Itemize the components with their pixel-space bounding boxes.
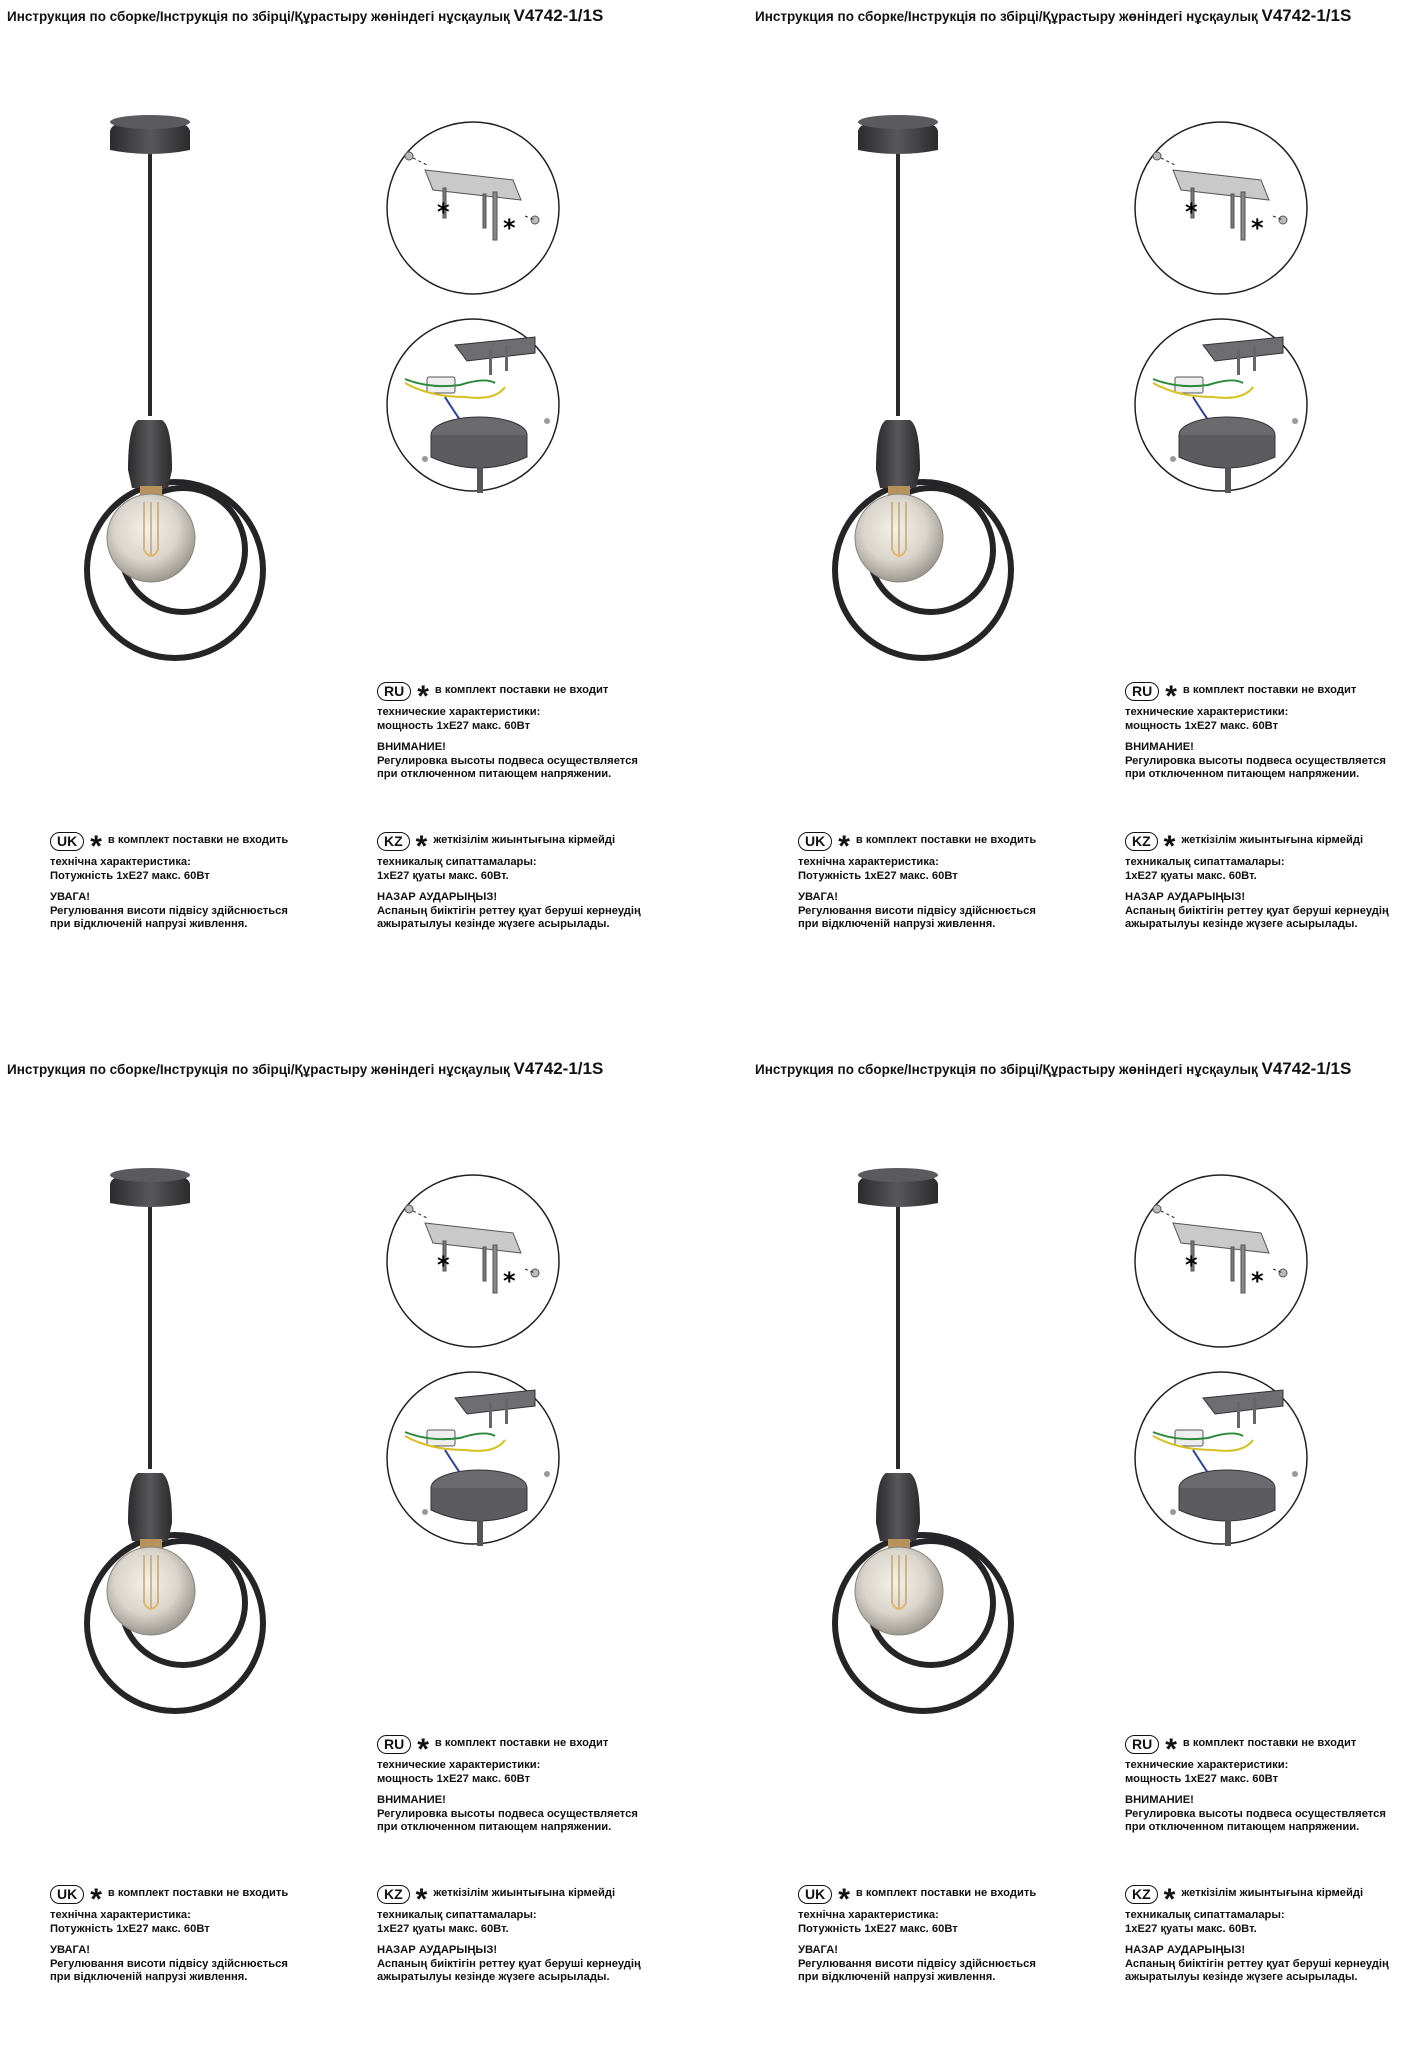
not-included-note: жеткізілім жиынтығына кірмейді — [1181, 1887, 1364, 1900]
asterisk-icon: * — [503, 214, 516, 242]
kz-section — [377, 1883, 641, 1985]
warning-text: Регулювання висоти підвісу здійснюється — [798, 1957, 1036, 1970]
warning-text: Аспаның биіктігін реттеу қуат беруші кернеудің — [377, 904, 641, 917]
spec-title: технічна характеристика: — [798, 1909, 939, 1921]
warning-text: Аспаның биіктігін реттеу қуат беруші кернеудің — [1125, 1957, 1389, 1970]
spec-title: технічна характеристика: — [50, 856, 191, 868]
warning-text: Регулировка высоты подвеса осуществляется — [1125, 1807, 1386, 1820]
not-included-note: в комплект поставки не входить — [855, 834, 1037, 847]
spec-title: техникалық сипаттамалары: — [1125, 856, 1285, 868]
warning-text: при отключенном питающем напряжении. — [377, 768, 612, 780]
warning-text: Регулювання висоти підвісу здійснюється — [50, 904, 288, 917]
asterisk-icon: * — [415, 1883, 428, 1916]
uk-section — [798, 1883, 1036, 1985]
language-badge-kz: KZ — [1125, 832, 1158, 851]
uk-section — [50, 1883, 288, 1985]
spec-title: техникалық сипаттамалары: — [1125, 1909, 1285, 1921]
warning-text: Аспаның биіктігін реттеу қуат беруші кернеудің — [377, 1957, 641, 1970]
spec-value: Потужність 1хЕ27 макс. 60Вт — [50, 1922, 210, 1935]
ru-section — [1125, 1733, 1386, 1835]
instruction-sheet — [0, 1053, 713, 2053]
spec-value: мощность 1хЕ27 макс. 60Вт — [377, 1772, 531, 1785]
warning-text: при відключеній напрузі живлення. — [50, 1971, 248, 1983]
instruction-title: Инструкция по сборке/Інструкція по збірці/Құрастыру жөніндегі нұсқаулық V4742-1/1S — [7, 1059, 604, 1078]
asterisk-icon: * — [1251, 214, 1264, 242]
spec-title: технические характеристики: — [377, 1759, 541, 1771]
warning-title: НАЗАР АУДАРЫҢЫЗ! — [377, 891, 498, 903]
asterisk-icon: * — [437, 1251, 450, 1279]
asterisk-icon: * — [838, 1883, 850, 1916]
ru-section — [1125, 680, 1386, 782]
asterisk-icon: * — [417, 680, 429, 713]
spec-value: мощность 1хЕ27 макс. 60Вт — [377, 719, 531, 732]
spec-value: 1хЕ27 қуаты макс. 60Вт. — [1125, 869, 1257, 882]
warning-text: при відключеній напрузі живлення. — [798, 918, 996, 930]
ru-section — [377, 1733, 638, 1835]
spec-value: 1хЕ27 қуаты макс. 60Вт. — [377, 1922, 509, 1935]
instruction-sheet — [748, 1053, 1427, 2053]
language-badge-uk: UK — [798, 832, 832, 851]
warning-text: ажыратылуы кезінде жүзеге асырылады. — [377, 1971, 610, 1983]
warning-text: ажыратылуы кезінде жүзеге асырылады. — [377, 918, 610, 930]
spec-value: Потужність 1хЕ27 макс. 60Вт — [798, 869, 958, 882]
bracket-mounting-detail-icon — [1133, 120, 1309, 296]
warning-title: УВАГА! — [50, 891, 91, 903]
asterisk-icon: * — [417, 1733, 429, 1766]
asterisk-icon: * — [1185, 198, 1198, 226]
instruction-sheet — [748, 0, 1427, 1000]
warning-title: УВАГА! — [50, 1944, 91, 1956]
not-included-note: в комплект поставки не входить — [855, 1887, 1037, 1900]
model-number: V4742-1/1S — [1261, 6, 1352, 25]
asterisk-icon: * — [1163, 830, 1176, 863]
model-number: V4742-1/1S — [513, 6, 604, 25]
warning-text: Регулировка высоты подвеса осуществляется — [377, 1807, 638, 1820]
warning-text: Регулювання висоти підвісу здійснюється — [798, 904, 1036, 917]
warning-title: НАЗАР АУДАРЫҢЫЗ! — [377, 1944, 498, 1956]
spec-title: технические характеристики: — [1125, 1759, 1289, 1771]
spec-title: технические характеристики: — [1125, 706, 1289, 718]
warning-text: при отключенном питающем напряжении. — [377, 1821, 612, 1833]
language-badge-ru: RU — [377, 1735, 411, 1754]
pendant-lamp-illustration — [80, 1163, 320, 1733]
spec-value: 1хЕ27 қуаты макс. 60Вт. — [1125, 1922, 1257, 1935]
asterisk-icon: * — [1185, 1251, 1198, 1279]
bracket-mounting-detail-icon — [385, 120, 561, 296]
spec-title: техникалық сипаттамалары: — [377, 1909, 537, 1921]
ru-section — [377, 680, 638, 782]
warning-text: при відключеній напрузі живлення. — [50, 918, 248, 930]
bracket-mounting-detail-icon — [1133, 1173, 1309, 1349]
uk-section — [798, 830, 1036, 932]
pendant-lamp-illustration — [828, 110, 1068, 680]
asterisk-icon: * — [437, 198, 450, 226]
spec-title: технічна характеристика: — [50, 1909, 191, 1921]
instruction-title: Инструкция по сборке/Інструкція по збірці/Құрастыру жөніндегі нұсқаулық V4742-1/1S — [7, 6, 604, 25]
instruction-sheet — [0, 0, 713, 1000]
asterisk-icon: * — [1165, 680, 1177, 713]
warning-title: ВНИМАНИЕ! — [377, 1794, 446, 1806]
warning-text: ажыратылуы кезінде жүзеге асырылады. — [1125, 918, 1358, 930]
pendant-lamp-illustration — [828, 1163, 1068, 1733]
spec-title: технические характеристики: — [377, 706, 541, 718]
not-included-note: жеткізілім жиынтығына кірмейді — [1181, 834, 1364, 847]
spec-title: технічна характеристика: — [798, 856, 939, 868]
spec-title: техникалық сипаттамалары: — [377, 856, 537, 868]
wiring-detail-icon — [385, 317, 561, 493]
warning-text: при отключенном питающем напряжении. — [1125, 768, 1360, 780]
warning-title: ВНИМАНИЕ! — [377, 741, 446, 753]
warning-title: ВНИМАНИЕ! — [1125, 1794, 1194, 1806]
uk-section — [50, 830, 288, 932]
warning-text: Регулировка высоты подвеса осуществляется — [377, 754, 638, 767]
warning-title: ВНИМАНИЕ! — [1125, 741, 1194, 753]
language-badge-uk: UK — [50, 1885, 84, 1904]
warning-text: Регулювання висоти підвісу здійснюється — [50, 1957, 288, 1970]
spec-value: Потужність 1хЕ27 макс. 60Вт — [798, 1922, 958, 1935]
not-included-note: в комплект поставки не входит — [434, 684, 609, 697]
spec-value: Потужність 1хЕ27 макс. 60Вт — [50, 869, 210, 882]
spec-value: 1хЕ27 қуаты макс. 60Вт. — [377, 869, 509, 882]
asterisk-icon: * — [1163, 1883, 1176, 1916]
not-included-note: в комплект поставки не входить — [107, 834, 289, 847]
asterisk-icon: * — [1251, 1267, 1264, 1295]
language-badge-ru: RU — [1125, 1735, 1159, 1754]
instruction-title: Инструкция по сборке/Інструкція по збірці/Құрастыру жөніндегі нұсқаулық V4742-1/1S — [755, 1059, 1352, 1078]
warning-text: ажыратылуы кезінде жүзеге асырылады. — [1125, 1971, 1358, 1983]
warning-title: УВАГА! — [798, 891, 839, 903]
asterisk-icon: * — [90, 830, 102, 863]
kz-section — [1125, 830, 1389, 932]
kz-section — [1125, 1883, 1389, 1985]
bracket-mounting-detail-icon — [385, 1173, 561, 1349]
warning-text: Регулировка высоты подвеса осуществляется — [1125, 754, 1386, 767]
kz-section — [377, 830, 641, 932]
not-included-note: в комплект поставки не входит — [1182, 684, 1357, 697]
language-badge-uk: UK — [50, 832, 84, 851]
language-badge-kz: KZ — [1125, 1885, 1158, 1904]
warning-text: при отключенном питающем напряжении. — [1125, 1821, 1360, 1833]
model-number: V4742-1/1S — [1261, 1059, 1352, 1078]
warning-title: НАЗАР АУДАРЫҢЫЗ! — [1125, 1944, 1246, 1956]
warning-text: Аспаның биіктігін реттеу қуат беруші кернеудің — [1125, 904, 1389, 917]
language-badge-kz: KZ — [377, 1885, 410, 1904]
warning-title: НАЗАР АУДАРЫҢЫЗ! — [1125, 891, 1246, 903]
not-included-note: в комплект поставки не входит — [434, 1737, 609, 1750]
not-included-note: в комплект поставки не входить — [107, 1887, 289, 1900]
language-badge-kz: KZ — [377, 832, 410, 851]
spec-value: мощность 1хЕ27 макс. 60Вт — [1125, 719, 1279, 732]
wiring-detail-icon — [385, 1370, 561, 1546]
spec-value: мощность 1хЕ27 макс. 60Вт — [1125, 1772, 1279, 1785]
model-number: V4742-1/1S — [513, 1059, 604, 1078]
pendant-lamp-illustration — [80, 110, 320, 680]
language-badge-uk: UK — [798, 1885, 832, 1904]
asterisk-icon: * — [90, 1883, 102, 1916]
not-included-note: жеткізілім жиынтығына кірмейді — [433, 834, 616, 847]
asterisk-icon: * — [503, 1267, 516, 1295]
not-included-note: жеткізілім жиынтығына кірмейді — [433, 1887, 616, 1900]
warning-title: УВАГА! — [798, 1944, 839, 1956]
wiring-detail-icon — [1133, 1370, 1309, 1546]
instruction-title: Инструкция по сборке/Інструкція по збірці/Құрастыру жөніндегі нұсқаулық V4742-1/1S — [755, 6, 1352, 25]
asterisk-icon: * — [415, 830, 428, 863]
not-included-note: в комплект поставки не входит — [1182, 1737, 1357, 1750]
asterisk-icon: * — [1165, 1733, 1177, 1766]
language-badge-ru: RU — [377, 682, 411, 701]
language-badge-ru: RU — [1125, 682, 1159, 701]
warning-text: при відключеній напрузі живлення. — [798, 1971, 996, 1983]
asterisk-icon: * — [838, 830, 850, 863]
wiring-detail-icon — [1133, 317, 1309, 493]
